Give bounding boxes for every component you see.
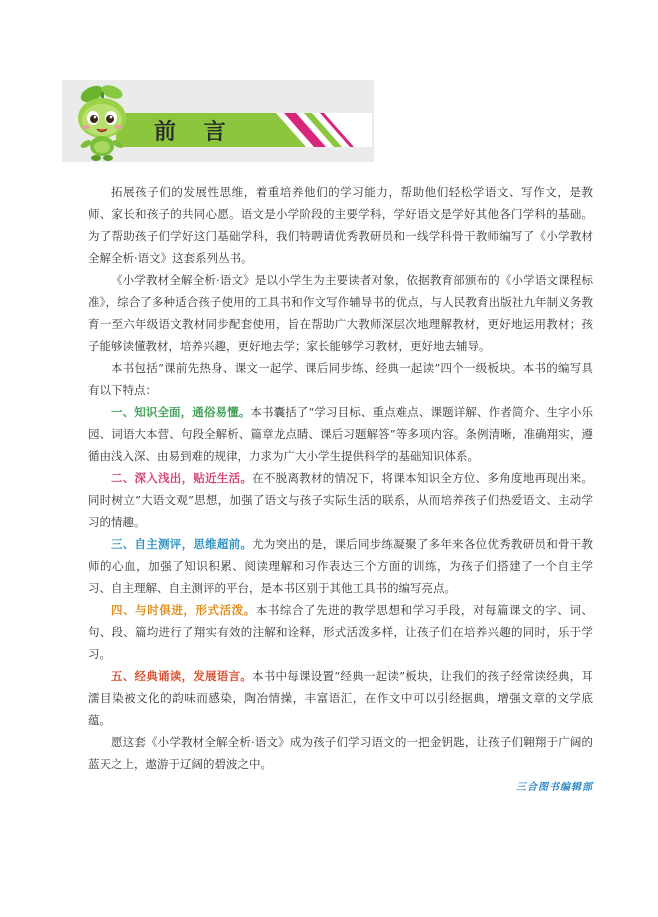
- mascot-sprout-icon: [66, 82, 138, 166]
- header-banner: [62, 80, 374, 162]
- feature-2: [88, 467, 593, 533]
- editor-signature: 三合图书编辑部: [516, 782, 593, 793]
- page-title: 前 言: [154, 120, 236, 145]
- feature-5: [88, 665, 593, 731]
- feature-5-heading: 五、经典诵读，发展语言。: [111, 669, 252, 683]
- preface-content: [88, 181, 593, 775]
- feature-1-body: 本书囊括了“学习目标、重点难点、课题详解、作者简介、生字小乐园、词语大本营、句段全解析、篇章龙点睛、课后习题解答”等多项内容。条例清晰，准确翔实，遵循由浅入深、由易到难的规律，力求为广大小学生提供科学的基础知识体系。: [88, 405, 593, 463]
- paragraph-intro: 拓展孩子们的发展性思维，着重培养他们的学习能力，帮助他们轻松学语文、写作文，是教师、家长和孩子的共同心愿。语文是小学阶段的主要学科，学好语文是学好其他各门学科的基础。为了帮助孩子们学好这门基础学科，我们特聘请优秀教研员和一线学科骨干教师编写了《小学教材全解全析·语文》这套系列丛书。: [88, 185, 593, 265]
- feature-2-body: 在不脱离教材的情况下，将课本知识全方位、多角度地再现出来。同时树立“大语文观”思想，加强了语文与孩子实际生活的联系，从而培养孩子们热爱语文、主动学习的情趣。: [88, 471, 594, 529]
- title-bar: [116, 113, 372, 147]
- feature-1: [88, 401, 593, 467]
- paragraph-3: 本书包括“课前先热身、课文一起学、课后同步练、经典一起读”四个一级板块。本书的编写具有以下特点：: [88, 361, 593, 397]
- paragraph-2: 《小学教材全解全析·语文》是以小学生为主要读者对象，依据教育部颁布的《小学语文课程标准》，综合了多种适合孩子使用的工具书和作文写作辅导书的优点，与人民教育出版社九年制义务教育一至六年级语文教材同步配套使用，旨在帮助广大教师深层次地理解教材，更好地运用教材；孩子能够读懂教材，培养兴趣，更好地去学；家长能够学习教材，更好地去辅导。: [88, 273, 593, 353]
- feature-1-heading: 一、知识全面，通俗易懂。: [111, 405, 251, 419]
- feature-4-heading: 四、与时俱进，形式活泼。: [111, 603, 256, 617]
- paragraph-closing: 愿这套《小学教材全解全析·语文》成为孩子们学习语文的一把金钥匙，让孩子们翱翔于广阔的蓝天之上，遨游于辽阔的碧波之中。: [88, 735, 593, 771]
- feature-4-body: 本书综合了先进的教学思想和学习手段，对每篇课文的字、词、句、段、篇均进行了翔实有效的注解和诠释，形式活泼多样，让孩子们在培养兴趣的同时，乐于学习。: [88, 603, 594, 661]
- feature-5-body: 本书中每课设置“经典一起读”板块，让我们的孩子经常读经典，耳濡目染被文化的韵味而感染，陶冶情操，丰富语汇，在作文中可以引经据典，增强文章的文学底蕴。: [88, 669, 593, 727]
- feature-3-heading: 三、自主测评，思维超前。: [111, 537, 253, 551]
- feature-3-body: 尤为突出的是，课后同步练凝聚了多年来各位优秀教研员和骨干教师的心血，加强了知识积累、阅读理解和习作表达三个方面的训练，为孩子们搭建了一个自主学习、自主理解、自主测评的平台，是本书区别于其他工具书的编写亮点。: [88, 537, 594, 595]
- feature-4: [88, 599, 593, 665]
- feature-2-heading: 二、深入浅出，贴近生活。: [111, 471, 253, 485]
- feature-3: [88, 533, 593, 599]
